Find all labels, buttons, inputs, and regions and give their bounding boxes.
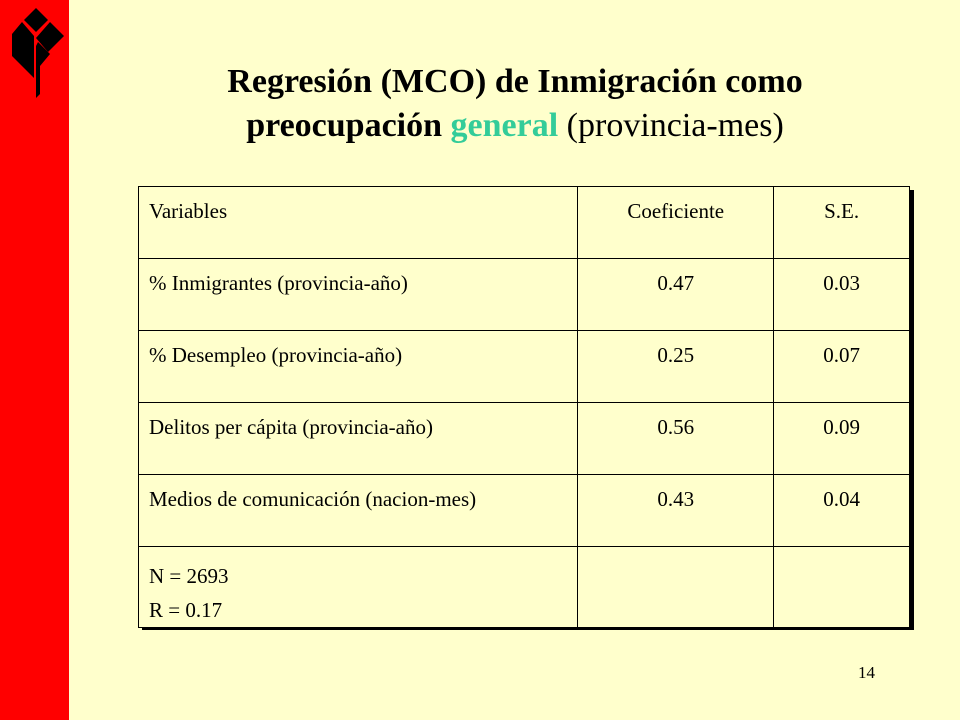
sample-size: N = 2693 [149, 564, 229, 588]
variable-cell: % Inmigrantes (provincia-año) [139, 259, 578, 331]
slide-title [80, 60, 950, 148]
coefficient-cell: 0.43 [578, 475, 774, 547]
se-cell: 0.09 [774, 403, 910, 475]
variable-cell: Medios de comunicación (nacion-mes) [139, 475, 578, 547]
title-line-2-bold: preocupación [246, 107, 451, 144]
header-variables: Variables [139, 187, 578, 259]
title-line-2-plain: (provincia-mes) [558, 107, 784, 144]
coefficient-cell: 0.56 [578, 403, 774, 475]
page-number: 14 [858, 663, 875, 682]
table-row [139, 259, 910, 331]
variable-cell: Delitos per cápita (provincia-año) [139, 403, 578, 475]
se-cell: 0.07 [774, 331, 910, 403]
header-se: S.E. [774, 187, 910, 259]
table-row [139, 475, 910, 547]
table-header-row [139, 187, 910, 259]
table-row [139, 403, 910, 475]
se-cell: 0.03 [774, 259, 910, 331]
stats-row [139, 547, 910, 628]
title-accent-word: general [450, 107, 559, 144]
coefficient-cell: 0.47 [578, 259, 774, 331]
title-line-1: Regresión (MCO) de Inmigración como [227, 63, 803, 100]
se-cell: 0.04 [774, 475, 910, 547]
table-row [139, 331, 910, 403]
red-sidebar [0, 0, 69, 720]
stats-cell [139, 547, 578, 628]
r-value: R = 0.17 [149, 598, 223, 622]
institution-logo-icon [8, 8, 64, 98]
empty-cell [578, 547, 774, 628]
variable-cell: % Desempleo (provincia-año) [139, 331, 578, 403]
regression-table [138, 186, 910, 628]
coefficient-cell: 0.25 [578, 331, 774, 403]
empty-cell [774, 547, 910, 628]
header-coefficient: Coeficiente [578, 187, 774, 259]
